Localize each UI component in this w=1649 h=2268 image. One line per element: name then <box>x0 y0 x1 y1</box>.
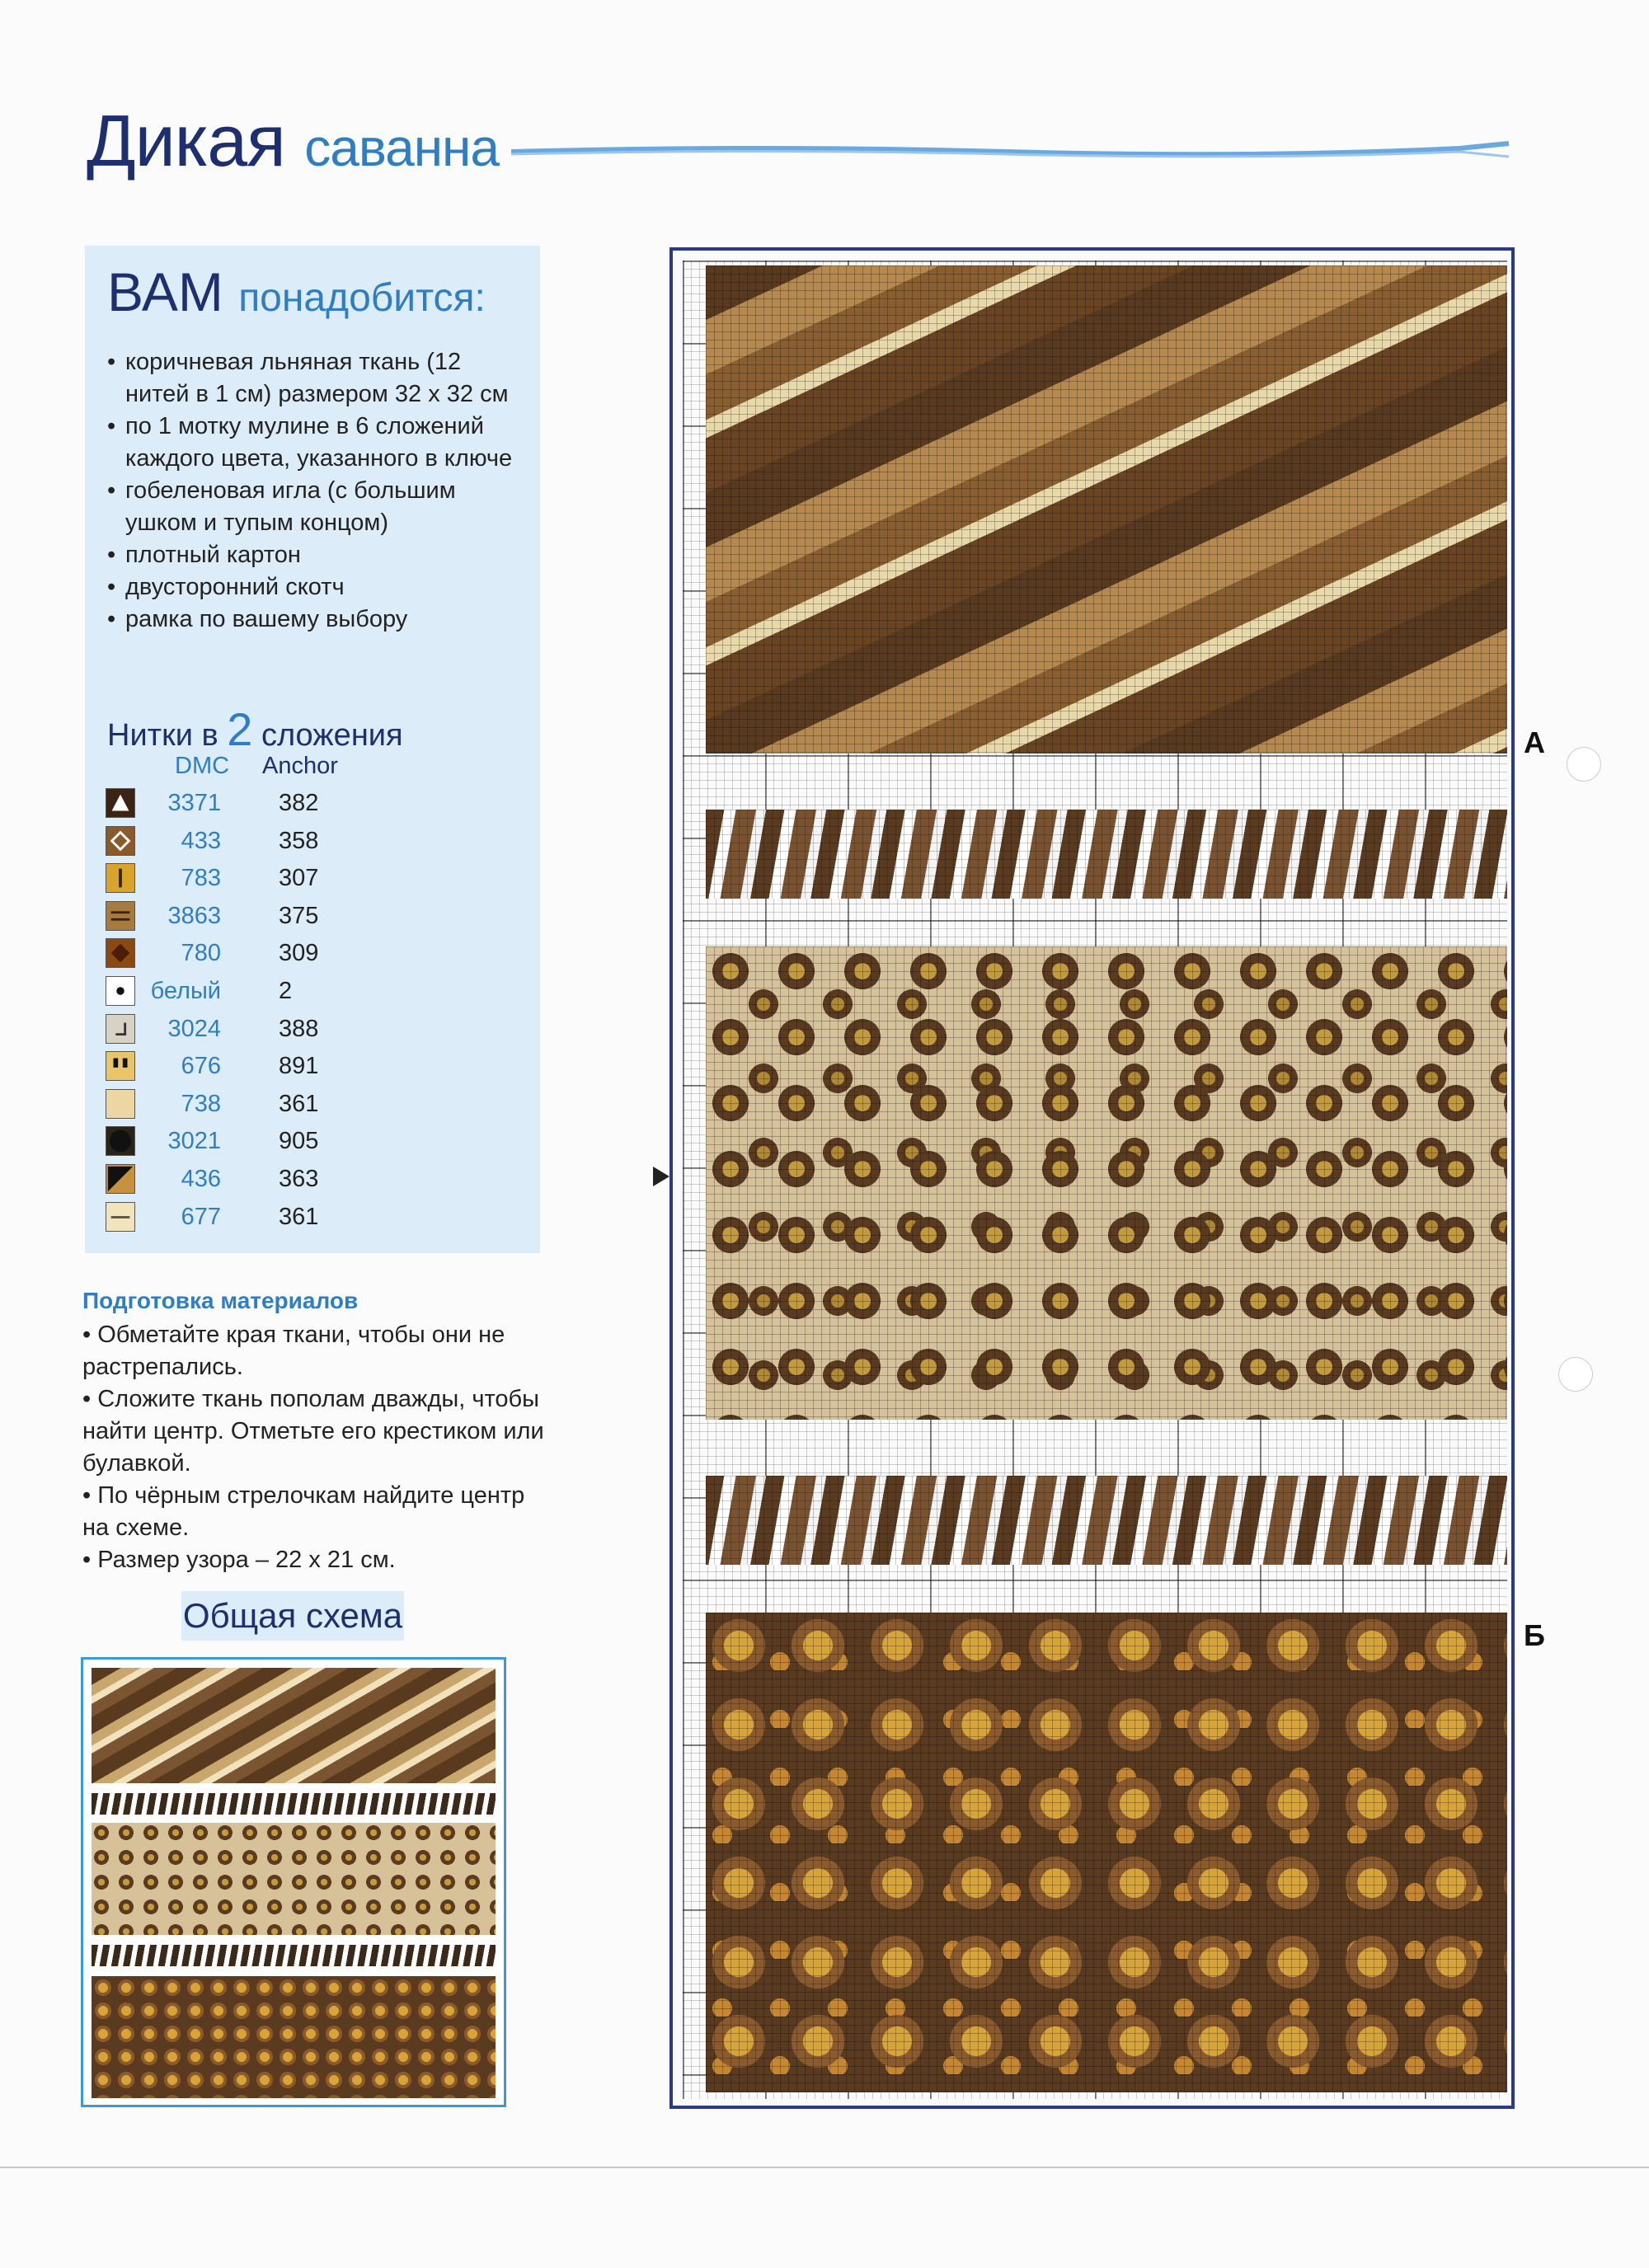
chart-section-leopard <box>706 946 1507 1420</box>
double-line-icon <box>106 901 135 931</box>
overview-band-leopard <box>92 1823 496 1935</box>
overview-strip-bottom <box>92 1945 496 1966</box>
materials-item: • рамка по вашему выбору <box>107 603 519 636</box>
thread-key-row <box>106 976 353 1009</box>
center-arrow-icon <box>653 1167 669 1186</box>
threads-title-after: сложения <box>261 718 403 753</box>
thread-key-row <box>106 938 353 971</box>
column-header-anchor: Anchor <box>262 753 338 779</box>
thread-anchor-code: 361 <box>279 1090 319 1117</box>
thread-key-row <box>106 826 353 859</box>
materials-list <box>107 346 519 636</box>
prep-title: Подготовка материалов <box>82 1288 359 1313</box>
chart-mark-b: Б <box>1524 1618 1545 1652</box>
thread-key-row <box>106 863 353 896</box>
materials-item: • коричневая льняная ткань (12 нитей в 1 см) размером 32 х 32 см <box>107 346 519 411</box>
chart-section-zebra <box>706 265 1507 754</box>
thread-dmc-code: 3024 <box>167 1015 221 1042</box>
threads-title-num: 2 <box>227 703 253 755</box>
thread-key-row <box>106 901 353 934</box>
thread-dmc-code: 738 <box>181 1090 221 1117</box>
threads-title-before: Нитки в <box>107 718 218 753</box>
thread-anchor-code: 2 <box>279 978 293 1004</box>
corner-icon <box>106 1014 135 1044</box>
thread-key-row <box>106 1014 353 1047</box>
diamond-outline-icon <box>106 826 135 856</box>
thread-decoration <box>511 140 1509 162</box>
materials-title <box>107 261 486 323</box>
materials-item: • двусторонний скотч <box>107 571 519 603</box>
materials-title-small: понадобится: <box>238 276 486 320</box>
thread-key-row <box>106 1164 353 1197</box>
materials-item: • по 1 мотку мулине в 6 сложений каждого цвета, указанного в ключе <box>107 411 519 475</box>
title-main: Дикая <box>87 100 285 181</box>
thread-dmc-code: 783 <box>181 865 221 892</box>
overview-band-zebra <box>92 1668 496 1783</box>
thread-anchor-code: 358 <box>279 827 319 854</box>
thread-key-row <box>106 1202 353 1235</box>
thread-dmc-code: 3021 <box>167 1128 221 1155</box>
chart-strip-top <box>706 810 1507 899</box>
thread-anchor-code: 382 <box>279 790 319 816</box>
thread-dmc-code: 780 <box>181 940 221 967</box>
thread-anchor-code: 363 <box>279 1166 319 1192</box>
thread-key-row <box>106 788 353 821</box>
thread-key-row <box>106 1051 353 1084</box>
horizontal-line-icon <box>106 1202 135 1232</box>
dot-icon <box>106 976 135 1006</box>
thread-key-row <box>106 1126 353 1159</box>
prep-item: • Сложите ткань пополам дважды, чтобы найти центр. Отметьте его крестиком или булавкой. <box>82 1386 544 1477</box>
materials-item: • плотный картон <box>107 539 519 571</box>
overview-thumbnail <box>81 1657 506 2107</box>
thread-anchor-code: 375 <box>279 902 319 929</box>
vertical-bar-icon <box>106 863 135 893</box>
half-triangle-icon <box>106 1164 135 1194</box>
thread-dmc-code: 676 <box>181 1053 221 1080</box>
filled-circle-icon <box>106 1126 135 1156</box>
prep-item: • По чёрным стрелочкам найдите центр на схеме. <box>82 1482 525 1541</box>
page-bottom-rule <box>0 2167 1649 2168</box>
thread-anchor-code: 891 <box>279 1053 319 1080</box>
thread-dmc-code: 436 <box>181 1166 221 1192</box>
page-title <box>87 99 499 183</box>
chart-mark-a: А <box>1524 725 1545 759</box>
triangle-icon <box>106 788 135 818</box>
materials-title-main: ВАМ <box>107 261 223 322</box>
thread-anchor-code: 388 <box>279 1015 319 1042</box>
punch-hole <box>1567 747 1601 782</box>
thread-dmc-code: 433 <box>181 827 221 854</box>
thread-dmc-code: 677 <box>181 1203 221 1230</box>
two-squares-icon <box>106 1051 135 1081</box>
overview-band-giraffe <box>92 1976 496 2098</box>
chart-strip-bottom <box>706 1476 1507 1565</box>
title-sub: саванна <box>304 118 499 177</box>
thread-key-row <box>106 1089 353 1122</box>
plain-square-icon <box>106 1089 135 1119</box>
thread-dmc-code: 3371 <box>167 790 221 816</box>
punch-hole <box>1558 1357 1593 1392</box>
thread-anchor-code: 309 <box>279 940 319 967</box>
chart-section-giraffe <box>706 1613 1507 2092</box>
thread-dmc-code: 3863 <box>167 902 221 929</box>
prep-list <box>82 1319 544 1576</box>
column-header-dmc: DMC <box>175 753 230 779</box>
overview-label: Общая схема <box>181 1591 404 1641</box>
thread-anchor-code: 361 <box>279 1203 319 1230</box>
materials-item: • гобеленовая игла (с большим ушком и тупым концом) <box>107 475 519 539</box>
prep-item: • Размер узора – 22 x 21 см. <box>82 1547 396 1573</box>
thread-anchor-code: 905 <box>279 1128 319 1155</box>
thread-anchor-code: 307 <box>279 865 319 892</box>
diamond-filled-icon <box>106 938 135 968</box>
threads-title <box>107 702 403 756</box>
overview-strip-top <box>92 1793 496 1815</box>
prep-item: • Обметайте края ткани, чтобы они не растрепались. <box>82 1322 505 1380</box>
thread-dmc-code: белый <box>150 978 221 1004</box>
